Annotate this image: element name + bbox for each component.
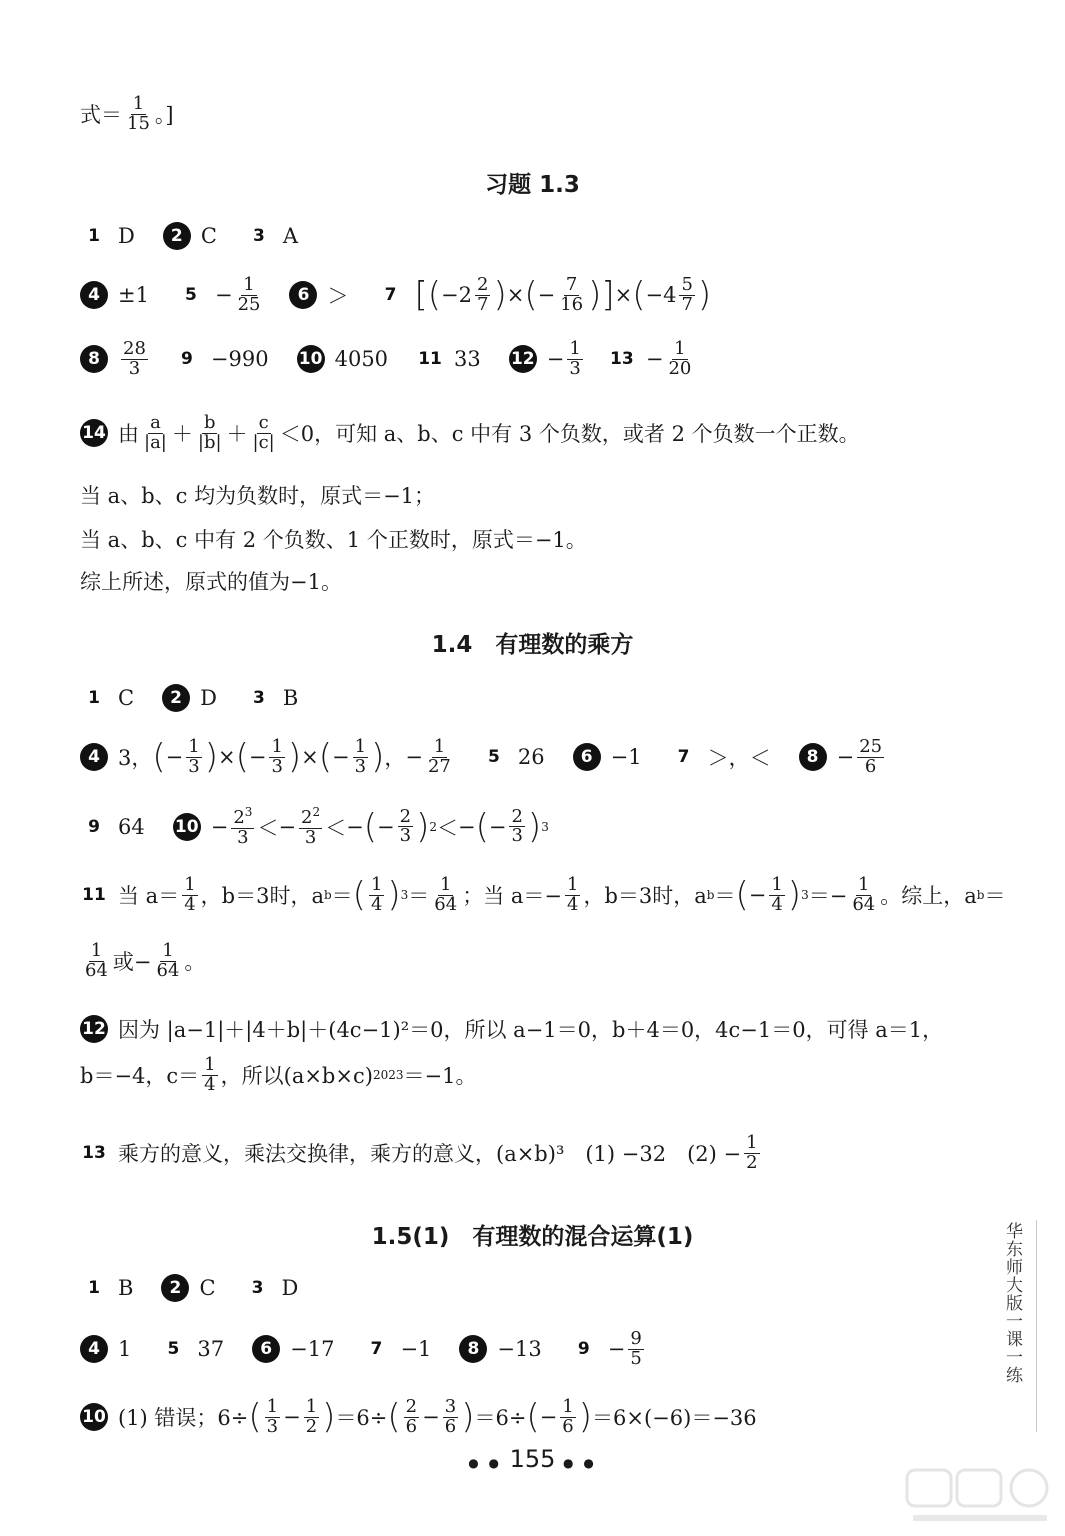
page-number: ● ● 155 ● ● — [468, 1445, 597, 1473]
q7-expression: [ ( −2 $\frac{2}{7}$ ) × ( − $\frac{7}{16}$ ) ] × ( −4 $\frac{5}{7}$ ) — [414, 274, 712, 316]
answer-1-3-q14-line2: 当 a、b、c 中有 2 个负数、1 个正数时，原式＝−1。 — [80, 528, 587, 552]
continued-answer-line: 式＝ $\frac{1}{15}$ 。] — [80, 93, 174, 134]
answer-1-3-q14-line1: 当 a、b、c 均为负数时，原式＝−1； — [80, 484, 436, 508]
answer-row-1-4-b: 4 3， ( − $\frac{1}{3}$ ) × ( − $\frac{1}{3}$ ) × ( − $\frac{1}{3}$ ) ， − $\frac{1}{27}$ 5 26 6 −1 7 ＞，＜ 8 − $\frac{25}{6}$ — [80, 738, 887, 777]
answer-1-5-q10: 10 (1) 错误；6÷ ( $\frac{1}{3}$ − $\frac{1}{2}$ ) ＝6÷ ( $\frac{2}{6}$ − $\frac{3}{6}$ ) ＝6÷ ( − $\frac{1}{6}$ ) ＝6×(−6)＝−36 — [80, 1398, 757, 1437]
side-label: 华东师大版一课一练 — [1002, 1222, 1022, 1384]
question-number: 3 — [244, 1274, 272, 1302]
question-number: 12 — [80, 1015, 108, 1043]
section-title-1-4: 1.4 有理数的乘方 — [431, 632, 634, 658]
answer-1-4-q12-cont: b＝−4，c＝ $\frac{1}{4}$ ，所以(a×b×c) 2023 ＝−1。 — [80, 1054, 477, 1095]
question-number: 9 — [570, 1335, 598, 1363]
answer-1-3-q14: 14 由 $\frac{a}{|a|}$ ＋ $\frac{b}{|b|}$ ＋ $\frac{c}{|c|}$ ＜0，可知 a、b、c 中有 3 个负数，或者 2 个负数一个正数。 — [80, 414, 860, 453]
fraction: $\frac{1}{15}$ — [127, 93, 150, 134]
q10-inequality: − $\frac{2^3}{3}$ ＜ − $\frac{2^2}{3}$ ＜ − ( − $\frac{2}{3}$ ) 2 ＜ − ( − $\frac{2}{3}$ ) 3 — [210, 805, 549, 848]
question-number: 4 — [80, 743, 108, 771]
question-number: 6 — [573, 743, 601, 771]
answer-row-1-4-a: 1 C 2 D 3 B — [80, 684, 326, 712]
question-number: 1 — [80, 222, 108, 250]
question-number: 11 — [80, 881, 108, 909]
question-number: 11 — [416, 345, 444, 373]
question-number: 12 — [509, 345, 537, 373]
question-number: 10 — [173, 813, 201, 841]
question-number: 9 — [80, 813, 108, 841]
section-title-exercise-1-3: 习题 1.3 — [485, 172, 580, 198]
question-number: 5 — [480, 743, 508, 771]
answer-row-1-5-a: 1 B 2 C 3 D — [80, 1274, 326, 1302]
question-number: 2 — [162, 684, 190, 712]
answer-row-1-4-c: 9 64 10 − $\frac{2^3}{3}$ ＜ − $\frac{2^2}{3}$ ＜ − ( − $\frac{2}{3}$ ) 2 ＜ − ( − $\frac{2}{3}$ ) 3 — [80, 806, 549, 848]
question-number: 3 — [245, 684, 273, 712]
answer-1-4-q12: 12 因为 |a−1|＋|4＋b|＋(4c−1)²＝0，所以 a−1＝0，b＋4＝0，4c−1＝0，可得 a＝1， — [80, 1014, 943, 1044]
question-number: 7 — [670, 743, 698, 771]
question-number: 6 — [289, 281, 317, 309]
answer-1-4-q11-cont: $\frac{1}{64}$ 或− $\frac{1}{64}$ 。 — [85, 940, 206, 981]
answer-1-4-q13: 13 乘方的意义，乘法交换律，乘方的意义，(a×b)³ (1) −32 (2) − $\frac{1}{2}$ — [80, 1134, 763, 1173]
question-number: 8 — [459, 1335, 487, 1363]
section-title-1-5-1: 1.5(1) 有理数的混合运算(1) — [371, 1224, 694, 1250]
question-number: 1 — [80, 1274, 108, 1302]
answer-row-1-3-a: 1 D 2 C 3 A — [80, 222, 326, 250]
question-number: 4 — [80, 281, 108, 309]
side-divider — [1036, 1220, 1037, 1432]
question-number: 6 — [252, 1335, 280, 1363]
question-number: 2 — [161, 1274, 189, 1302]
question-number: 13 — [608, 345, 636, 373]
question-number: 14 — [80, 419, 108, 447]
question-number: 13 — [80, 1139, 108, 1167]
answer-1-4-q11: 11 当 a＝ $\frac{1}{4}$ ，b＝3时，a b ＝ ( $\frac{1}{4}$ ) 3 ＝ $\frac{1}{64}$ ；当 a＝− $\frac{1}{4}$ ，b＝3时，a b ＝ ( − $\frac{1}{4}$ ) 3 ＝− $\frac{1}{64}$ 。综上，a b ＝ — [80, 876, 1005, 915]
question-number: 10 — [297, 345, 325, 373]
question-number: 8 — [799, 743, 827, 771]
question-number: 5 — [177, 281, 205, 309]
question-number: 3 — [245, 222, 273, 250]
question-number: 8 — [80, 345, 108, 373]
question-number: 5 — [159, 1335, 187, 1363]
answer-row-1-5-b: 4 1 5 37 6 −17 7 −1 8 −13 9 − $\frac{9}{5}$ — [80, 1330, 647, 1369]
question-number: 7 — [362, 1335, 390, 1363]
watermark-logo — [905, 1468, 1055, 1530]
question-number: 2 — [163, 222, 191, 250]
question-number: 1 — [80, 684, 108, 712]
question-number: 10 — [80, 1403, 108, 1431]
fraction: $\frac{1}{25}$ — [237, 274, 261, 315]
answer-row-1-3-c: 8 $\frac{28}{3}$ 9 −990 10 4050 11 33 12 − $\frac{1}{3}$ 13 − $\frac{1}{20}$ — [80, 340, 696, 379]
answer-row-1-3-b: 4 ±1 5 − $\frac{1}{25}$ 6 ＞ 7 [ ( −2 $\frac{2}{7}$ ) × ( − $\frac{7}{16}$ ) ] × ( −4 $\frac{5}{7}$ ) — [80, 276, 711, 315]
question-number: 9 — [173, 345, 201, 373]
answer-1-3-q14-line3: 综上所述，原式的值为−1。 — [80, 570, 342, 594]
question-number: 4 — [80, 1335, 108, 1363]
question-number: 7 — [376, 281, 404, 309]
